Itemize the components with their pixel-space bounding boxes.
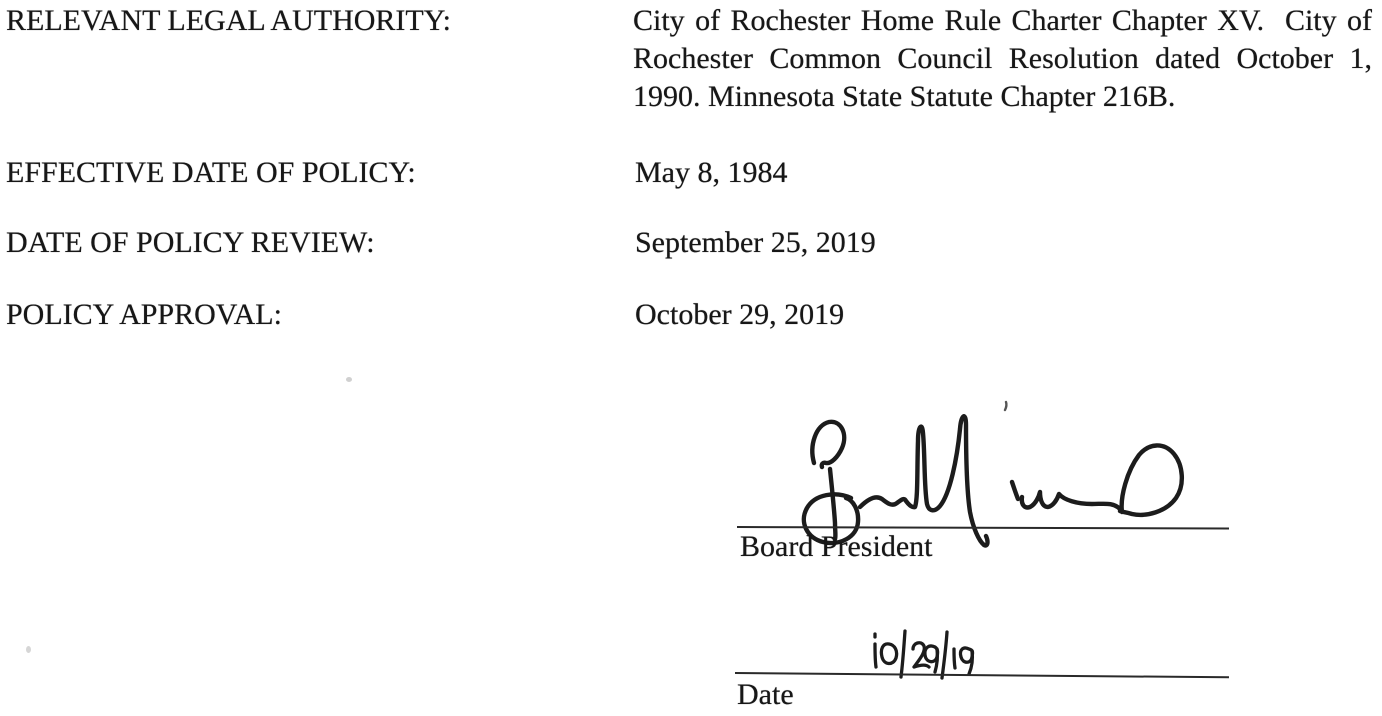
field-value-policy-approval: October 29, 2019: [635, 298, 845, 331]
board-president-label: Board President: [740, 530, 933, 563]
field-label-relevant-legal-authority: RELEVANT LEGAL AUTHORITY:: [6, 4, 451, 37]
handwritten-date: [840, 625, 1000, 705]
field-value-relevant-legal-authority: City of Rochester Home Rule Charter Chapter XV. City of Rochester Common Council Resolution dated October 1, 1990. Minnesota State Statute Chapter 216B.: [633, 4, 1372, 113]
scan-artifact: [26, 646, 31, 653]
field-label-effective-date-of-policy: EFFECTIVE DATE OF POLICY:: [6, 156, 416, 189]
field-label-date-of-policy-review: DATE OF POLICY REVIEW:: [6, 226, 375, 259]
date-label: Date: [737, 678, 794, 711]
field-value-date-of-policy-review: September 25, 2019: [635, 226, 876, 259]
field-value-effective-date-of-policy: May 8, 1984: [635, 156, 788, 189]
field-label-policy-approval: POLICY APPROVAL:: [6, 298, 282, 331]
scan-artifact: [346, 377, 352, 382]
